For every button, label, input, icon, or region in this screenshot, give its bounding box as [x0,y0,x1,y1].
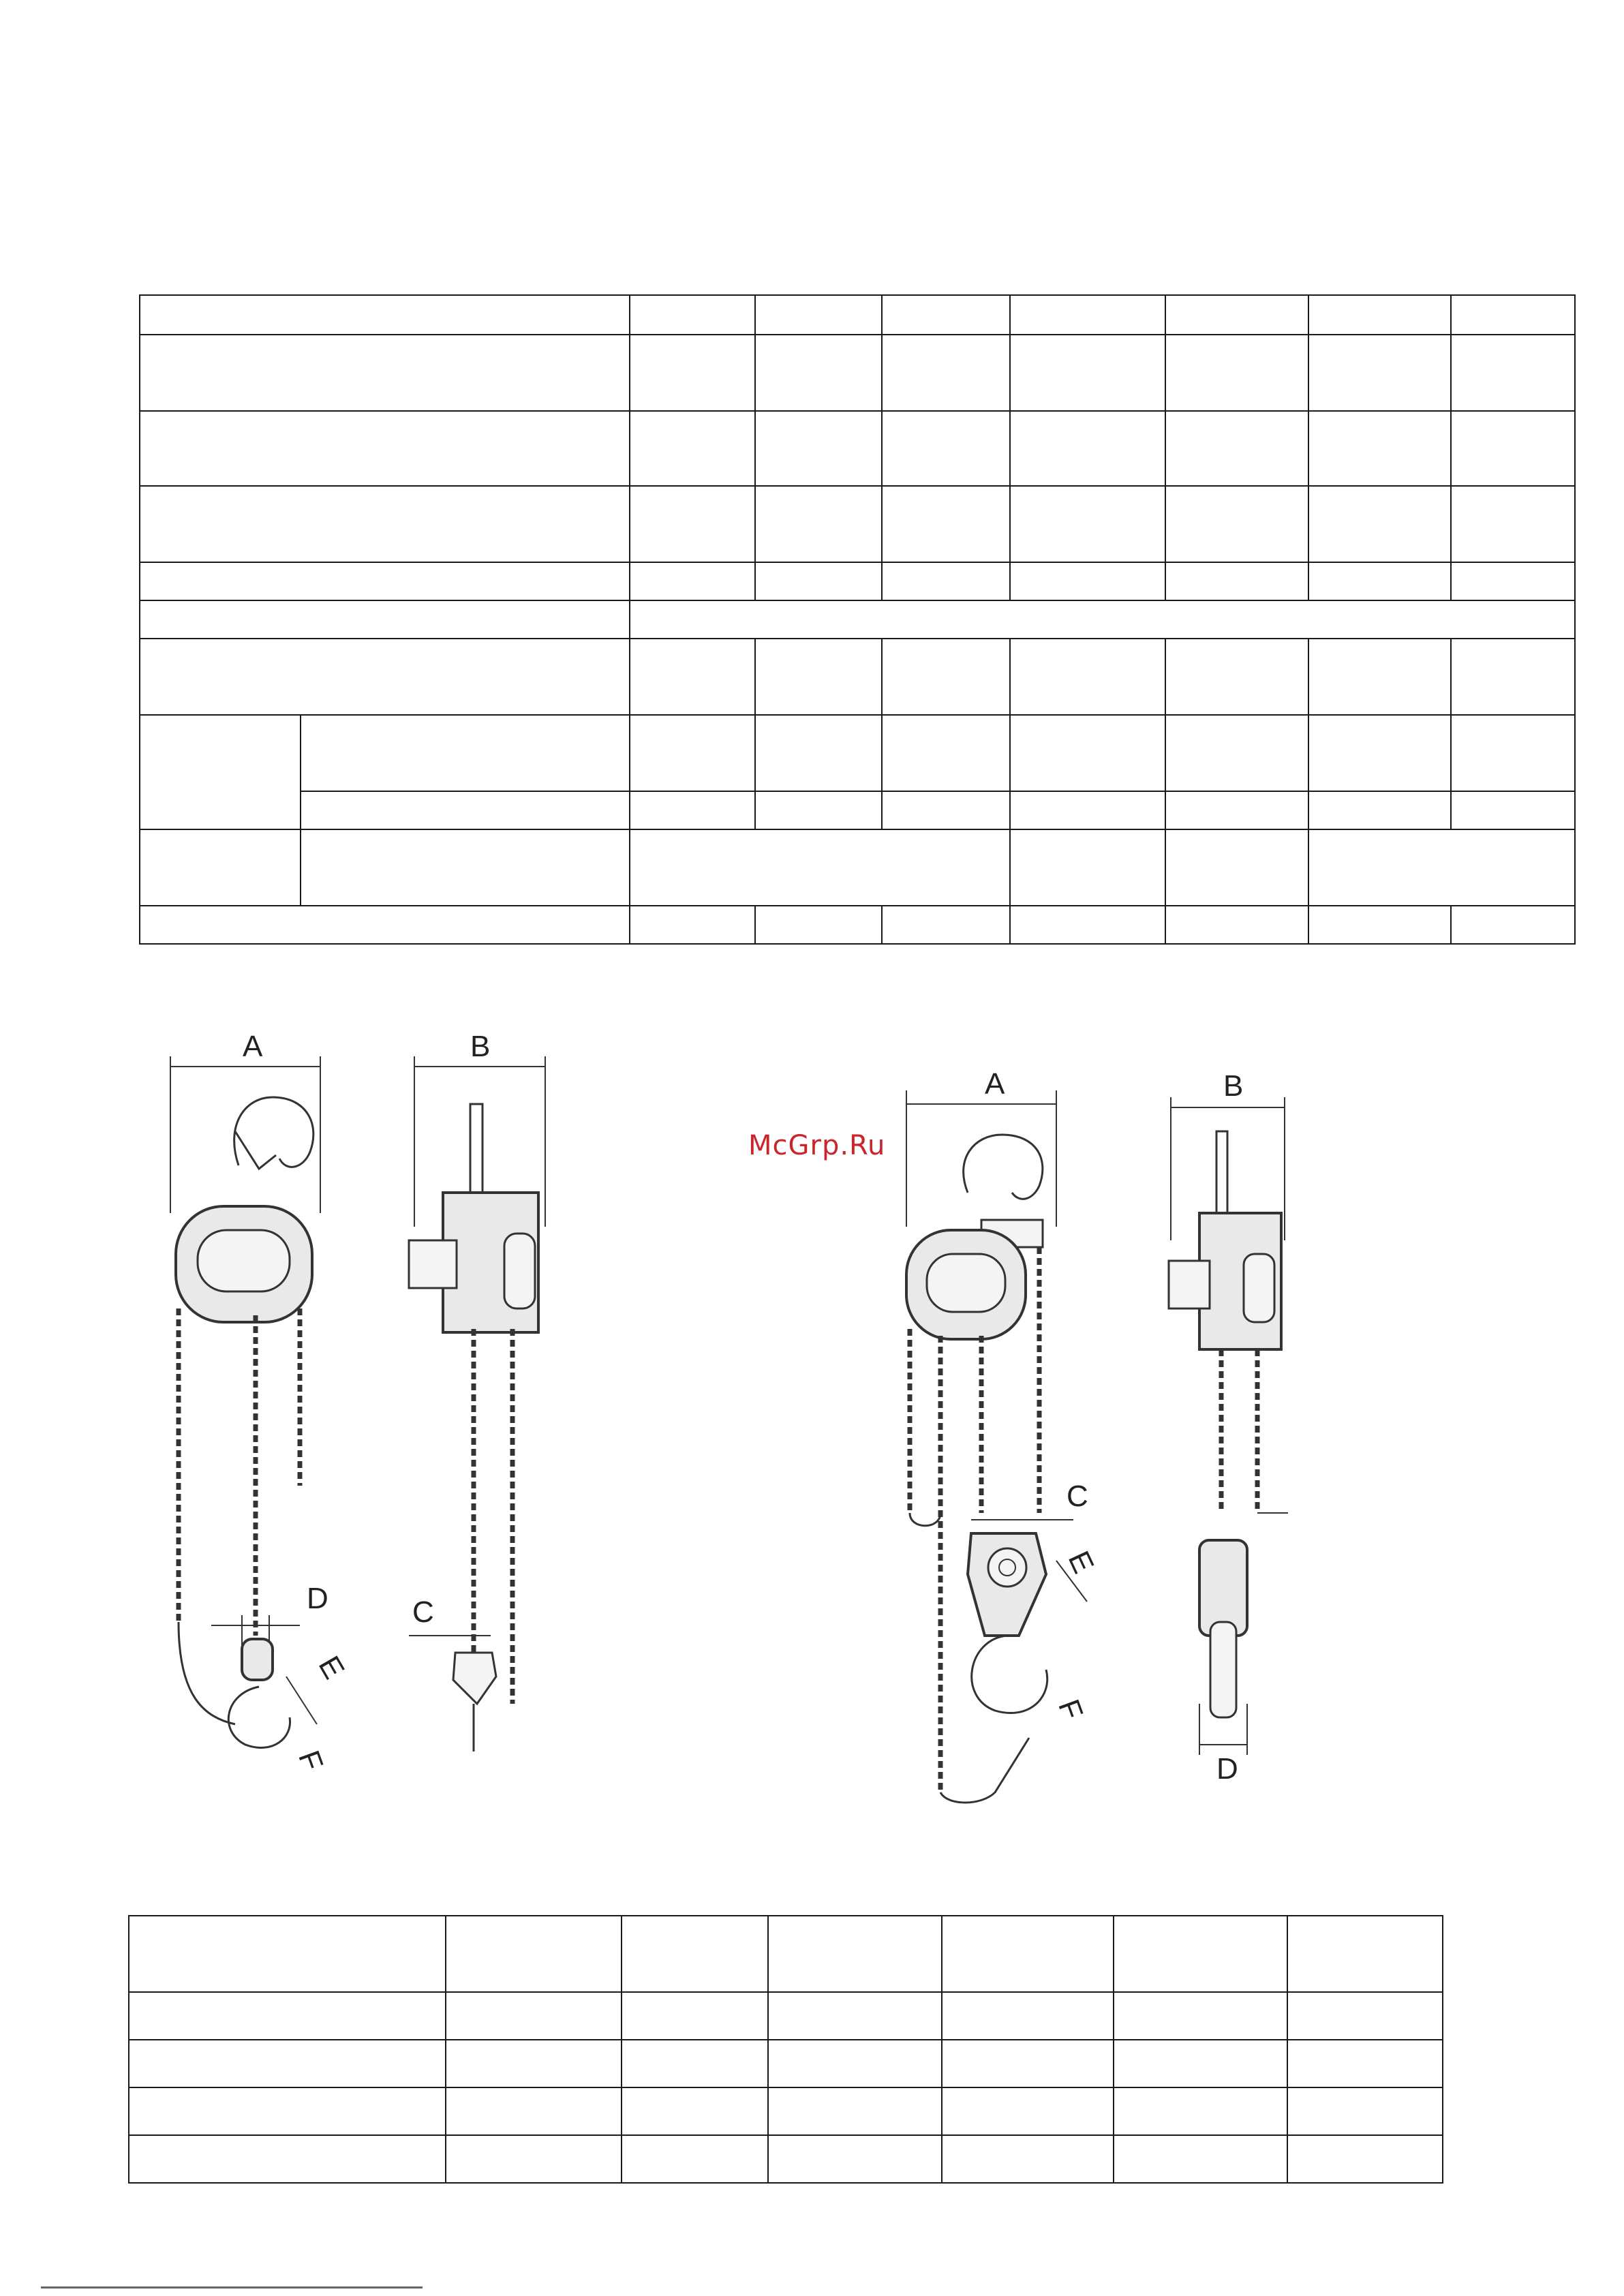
footer-rule [41,2286,423,2289]
dimension-label-a: A [985,1067,1005,1101]
dimension-label-e: E [1061,1546,1101,1578]
dimensions-table [128,1915,1443,2184]
table-row [129,2135,1443,2183]
table-row [140,411,1575,486]
dimension-label-c: C [1067,1480,1088,1513]
table-row [140,639,1575,715]
dimension-label-e: E [311,1650,351,1685]
dimension-label-d: D [1216,1752,1238,1786]
hoist-side-view-small [409,1030,545,1751]
watermark: McGrp.Ru [748,1130,886,1161]
dimension-label-d: D [307,1582,328,1615]
chain-hoist-diagrams [0,1022,1624,1840]
table-row [140,906,1575,944]
table-row [140,562,1575,600]
table-row [140,791,1575,829]
table-row [140,829,1575,906]
table-row [129,1992,1443,2040]
dimension-label-b: B [1223,1069,1244,1103]
hoist-front-view-large [906,1067,1100,1803]
dimension-label-b: B [470,1030,491,1063]
hoist-side-view-large [1169,1069,1288,1786]
dimension-label-f: F [292,1746,330,1775]
table-row [140,486,1575,562]
dimension-label-a: A [243,1030,263,1063]
table-row [140,295,1575,335]
table-row [129,1916,1443,1992]
hoist-front-view-small [170,1030,351,1775]
table-row [140,715,1575,791]
specification-table [139,294,1576,945]
table-row [140,600,1575,639]
table-row [140,335,1575,411]
dimension-label-c: C [412,1595,434,1629]
table-row [129,2087,1443,2135]
dimension-label-f: F [1052,1695,1090,1724]
table-row [129,2040,1443,2087]
